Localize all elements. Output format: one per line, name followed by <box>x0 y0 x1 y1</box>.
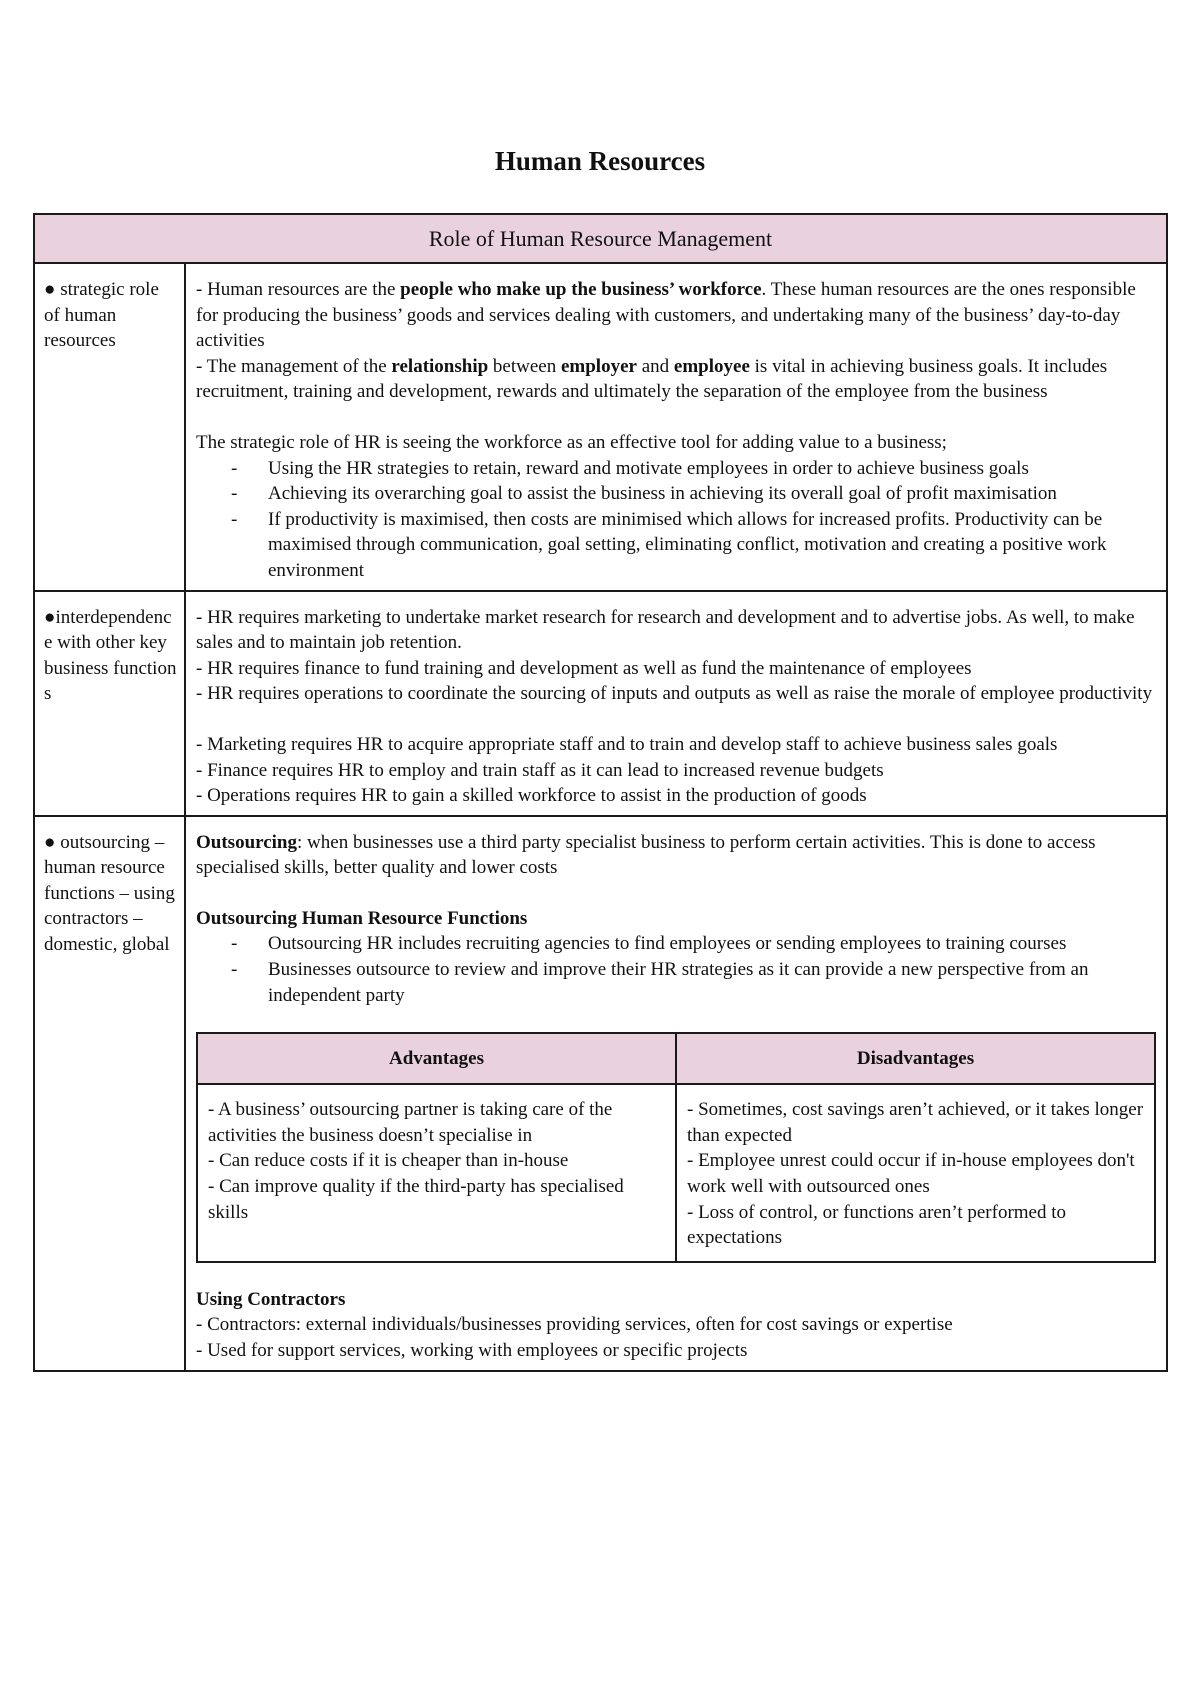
paragraph: - HR requires operations to coordinate the sourcing of inputs and outputs as well as raise the morale of employee productivity <box>196 683 1153 705</box>
list-item: - A business’ outsourcing partner is taking care of the activities the business doesn’t specialise in <box>208 1099 613 1146</box>
text-span: - The management of the <box>196 355 392 377</box>
paragraph: The strategic role of HR is seeing the workforce as an effective tool for adding value to a business; <box>196 431 947 453</box>
list-item: - Outsourcing HR includes recruiting agencies to find employees or sending employees to training courses <box>268 931 1156 957</box>
hrm-table <box>33 213 1168 1372</box>
table-row <box>34 816 1167 1371</box>
bold-term: relationship <box>391 355 489 377</box>
bold-term: people who make up the business’ workforce <box>400 279 762 300</box>
bold-term: employee <box>673 355 750 377</box>
table-header: Role of Human Resource Management <box>34 214 1167 263</box>
list-item: - Businesses outsource to review and improve their HR strategies as it can provide a new perspective from an independent party <box>268 957 1156 1008</box>
table-row <box>34 263 1167 591</box>
row-content <box>185 591 1167 816</box>
paragraph: - Operations requires HR to gain a skilled workforce to assist in the production of goods <box>196 785 867 807</box>
advantages-header: Advantages <box>197 1033 676 1084</box>
paragraph <box>196 277 1156 354</box>
list-item: - Employee unrest could occur if in-house employees don't work well with outsourced ones <box>687 1150 1135 1198</box>
bold-term: Outsourcing <box>196 831 298 853</box>
text-span: is vital in achieving business goals. It includes recruitment, training and development, rewards and ultimately the separation of the employee from the business <box>196 355 1108 403</box>
paragraph: - HR requires finance to fund training and development as well as fund the maintenance of employees <box>196 657 972 679</box>
paragraph: - HR requires marketing to undertake market research for research and development and to advertise jobs. As well, to make sales and to maintain job retention. <box>196 606 1135 654</box>
text-span: and <box>636 355 674 377</box>
bold-term: Outsourcing Human Resource Functions <box>196 907 528 929</box>
advantages-table <box>196 1032 1156 1263</box>
text-span: between <box>488 355 561 377</box>
paragraph: - Finance requires HR to employ and train staff as it can lead to increased revenue budgets <box>196 759 884 781</box>
bold-term: employer <box>560 355 637 377</box>
row-content <box>185 263 1167 591</box>
list-item: - Using the HR strategies to retain, reward and motivate employees in order to achieve business goals <box>268 456 1156 482</box>
list-item: - Can improve quality if the third-party has specialised skills <box>208 1176 624 1223</box>
paragraph: - Used for support services, working with employees or specific projects <box>196 1340 748 1361</box>
bullet-list <box>196 456 1156 584</box>
text-span: : when businesses use a third party specialist business to perform certain activities. This is done to access specialised skills, better quality and lower costs <box>196 831 1096 879</box>
list-item: - If productivity is maximised, then costs are minimised which allows for increased profits. Productivity can be maximised through communication, goal setting, eliminating conflict, motivation and creating a positive work environment <box>268 507 1156 584</box>
subheading <box>196 906 1156 932</box>
row-topic: ● outsourcing – human resource functions – using contractors – domestic, global <box>34 816 185 1371</box>
text-span: - Human resources are the <box>196 279 401 300</box>
disadvantages-cell <box>676 1084 1155 1262</box>
list-item: - Can reduce costs if it is cheaper than in-house <box>208 1150 569 1172</box>
text-span: . These human resources are the ones responsible for producing the business’ goods and services dealing with customers, and undertaking many of the business’ day-to-day activities <box>196 279 1136 352</box>
paragraph: - Contractors: external individuals/businesses providing services, often for cost savings or expertise <box>196 1314 953 1336</box>
paragraph <box>196 354 1156 405</box>
disadvantages-header: Disadvantages <box>676 1033 1155 1084</box>
bullet-list <box>196 931 1156 1008</box>
advantages-cell <box>197 1084 676 1262</box>
list-item: - Sometimes, cost savings aren’t achieved, or it takes longer than expected <box>687 1099 1144 1146</box>
row-topic: ● strategic role of human resources <box>34 263 185 591</box>
list-item: - Achieving its overarching goal to assist the business in achieving its overall goal of profit maximisation <box>268 481 1156 507</box>
row-topic: ●interdependence with other key business functions <box>34 591 185 816</box>
table-row <box>34 591 1167 816</box>
paragraph: - Marketing requires HR to acquire appropriate staff and to train and develop staff to achieve business sales goals <box>196 733 1058 755</box>
paragraph <box>196 830 1156 881</box>
page-title: Human Resources <box>494 146 706 176</box>
bold-term: Using Contractors <box>196 1288 346 1310</box>
subheading <box>196 1287 1156 1313</box>
list-item: - Loss of control, or functions aren’t performed to expectations <box>687 1201 1067 1249</box>
row-content <box>185 816 1167 1371</box>
